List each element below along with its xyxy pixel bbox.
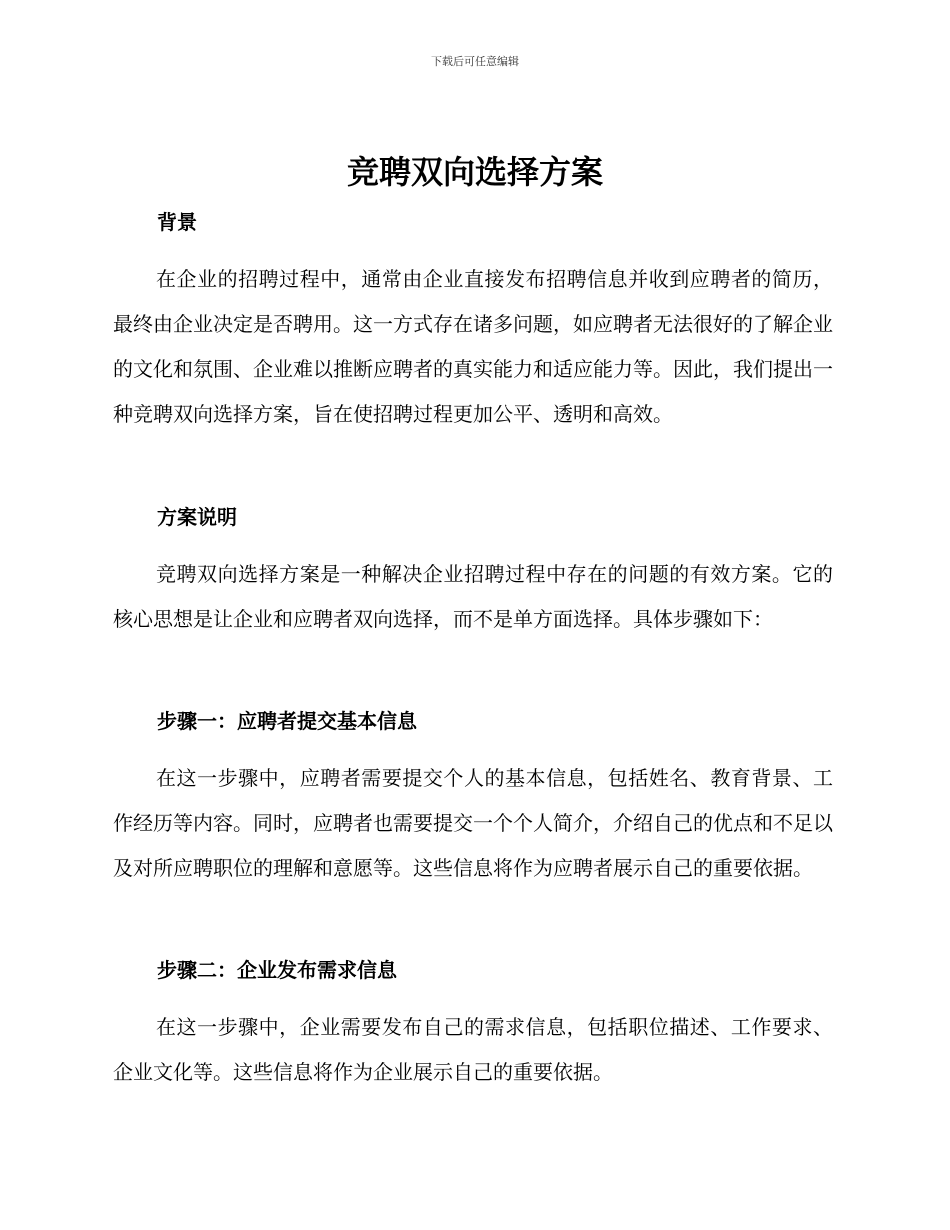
section-paragraph-step-two: 在这一步骤中，企业需要发布自己的需求信息，包括职位描述、工作要求、企业文化等。这些信息将作为企业展示自己的重要依据。 bbox=[113, 1015, 833, 1084]
section-heading-plan: 方案说明 bbox=[157, 505, 237, 529]
section-heading-step-two: 步骤二：企业发布需求信息 bbox=[157, 958, 397, 982]
section-heading-step-one: 步骤一：应聘者提交基本信息 bbox=[157, 709, 417, 733]
section-paragraph-background: 在企业的招聘过程中，通常由企业直接发布招聘信息并收到应聘者的简历，最终由企业决定是否聘用。这一方式存在诸多问题，如应聘者无法很好的了解企业的文化和氛围、企业难以推断应聘者的真实能力和适应能力等。因此，我们提出一种竞聘双向选择方案，旨在使招聘过程更加公平、透明和高效。 bbox=[113, 267, 833, 426]
section-paragraph-plan: 竞聘双向选择方案是一种解决企业招聘过程中存在的问题的有效方案。它的核心思想是让企业和应聘者双向选择，而不是单方面选择。具体步骤如下： bbox=[113, 562, 833, 631]
section-paragraph-step-one: 在这一步骤中，应聘者需要提交个人的基本信息，包括姓名、教育背景、工作经历等内容。同时，应聘者也需要提交一个个人简介，介绍自己的优点和不足以及对所应聘职位的理解和意愿等。这些信息将作为应聘者展示自己的重要依据。 bbox=[113, 766, 833, 880]
page-header-note: 下载后可任意编辑 bbox=[431, 55, 519, 68]
section-heading-background: 背景 bbox=[157, 210, 197, 234]
document-title: 竞聘双向选择方案 bbox=[346, 153, 603, 191]
